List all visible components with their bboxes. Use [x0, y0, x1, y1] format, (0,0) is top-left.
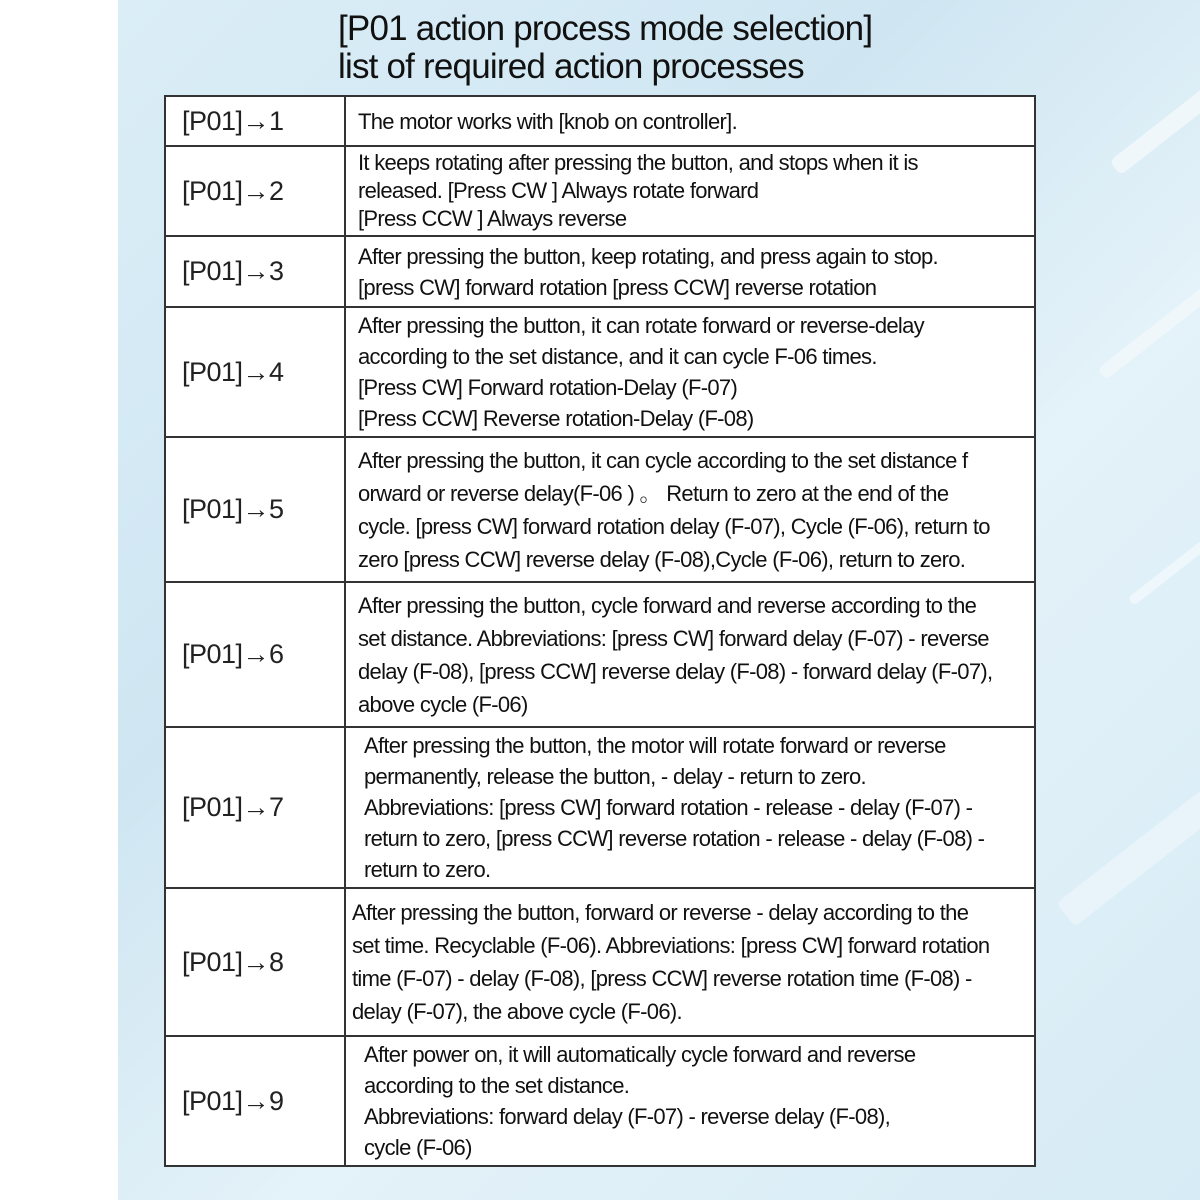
- mode-code: [P01]→6: [165, 582, 345, 727]
- table-row: [165, 307, 1035, 437]
- description-line: Abbreviations: forward delay (F-07) - reverse delay (F-08),: [364, 1104, 891, 1129]
- description-line: cycle (F-06): [364, 1135, 472, 1160]
- mode-description: [345, 727, 1035, 888]
- description-line: cycle. [press CW] forward rotation delay (F-07), Cycle (F-06), return to: [358, 513, 990, 539]
- title-line-1: [P01 action process mode selection]: [338, 9, 873, 48]
- description-line: After pressing the button, keep rotating, and press again to stop.: [358, 243, 938, 269]
- mode-code: [P01]→2: [165, 146, 345, 236]
- mode-description: [345, 307, 1035, 437]
- description-line: return to zero, [press CCW] reverse rotation - release - delay (F-08) -: [364, 826, 985, 851]
- mode-description: [345, 146, 1035, 236]
- description-line: return to zero.: [364, 857, 491, 882]
- mode-description: [345, 1036, 1035, 1166]
- description-line: zero [press CCW] reverse delay (F-08),Cycle (F-06), return to zero.: [358, 546, 966, 572]
- mode-table: [164, 95, 1036, 1167]
- page-title: [338, 10, 958, 86]
- description-line: After power on, it will automatically cycle forward and reverse: [364, 1042, 916, 1067]
- description-line: above cycle (F-06): [358, 691, 528, 717]
- description-line: After pressing the button, it can rotate forward or reverse-delay: [358, 313, 924, 338]
- mode-code: [P01]→3: [165, 236, 345, 307]
- description-line: [Press CCW] Reverse rotation-Delay (F-08): [358, 406, 754, 431]
- table-row: [165, 146, 1035, 236]
- mode-code: [P01]→1: [165, 96, 345, 146]
- mode-description: [345, 582, 1035, 727]
- mode-description: [345, 236, 1035, 307]
- description-line: [press CW] forward rotation [press CCW] reverse rotation: [358, 274, 877, 300]
- table-row: [165, 437, 1035, 582]
- table-row: [165, 1036, 1035, 1166]
- mode-description: [345, 888, 1035, 1036]
- description-line: [Press CCW ] Always reverse: [358, 206, 627, 231]
- description-line: delay (F-07), the above cycle (F-06).: [352, 999, 682, 1024]
- description-line: permanently, release the button, - delay - return to zero.: [364, 764, 866, 789]
- description-line: The motor works with [knob on controller].: [358, 108, 737, 134]
- mode-code: [P01]→9: [165, 1036, 345, 1166]
- mode-code: [P01]→7: [165, 727, 345, 888]
- description-line: After pressing the button, forward or reverse - delay according to the: [352, 900, 969, 925]
- table-row: [165, 236, 1035, 307]
- description-line: orward or reverse delay(F-06 ) 。 Return to zero at the end of the: [358, 480, 949, 506]
- description-line: It keeps rotating after pressing the button, and stops when it is: [358, 150, 918, 175]
- description-line: set time. Recyclable (F-06). Abbreviations: [press CW] forward rotation: [352, 933, 990, 958]
- description-line: according to the set distance.: [364, 1073, 630, 1098]
- mode-code: [P01]→8: [165, 888, 345, 1036]
- description-line: After pressing the button, cycle forward and reverse according to the: [358, 592, 977, 618]
- mode-description: [345, 437, 1035, 582]
- decorative-streak: [1109, 63, 1200, 176]
- decorative-streak: [1056, 743, 1200, 927]
- decorative-streak: [1097, 234, 1200, 380]
- mode-code: [P01]→5: [165, 437, 345, 582]
- description-line: Abbreviations: [press CW] forward rotation - release - delay (F-07) -: [364, 795, 973, 820]
- title-line-2: list of required action processes: [338, 47, 804, 86]
- mode-code: [P01]→4: [165, 307, 345, 437]
- table-row: [165, 888, 1035, 1036]
- description-line: After pressing the button, it can cycle according to the set distance f: [358, 447, 968, 473]
- description-line: After pressing the button, the motor will rotate forward or reverse: [364, 733, 946, 758]
- table-row: [165, 96, 1035, 146]
- table-row: [165, 727, 1035, 888]
- description-line: released. [Press CW ] Always rotate forward: [358, 178, 759, 203]
- description-line: time (F-07) - delay (F-08), [press CCW] reverse rotation time (F-08) -: [352, 966, 972, 991]
- table-row: [165, 582, 1035, 727]
- description-line: delay (F-08), [press CCW] reverse delay (F-08) - forward delay (F-07),: [358, 658, 993, 684]
- mode-description: [345, 96, 1035, 146]
- description-line: [Press CW] Forward rotation-Delay (F-07): [358, 375, 738, 400]
- decorative-streak: [1128, 524, 1200, 606]
- description-line: according to the set distance, and it can cycle F-06 times.: [358, 344, 877, 369]
- description-line: set distance. Abbreviations: [press CW] forward delay (F-07) - reverse: [358, 625, 989, 651]
